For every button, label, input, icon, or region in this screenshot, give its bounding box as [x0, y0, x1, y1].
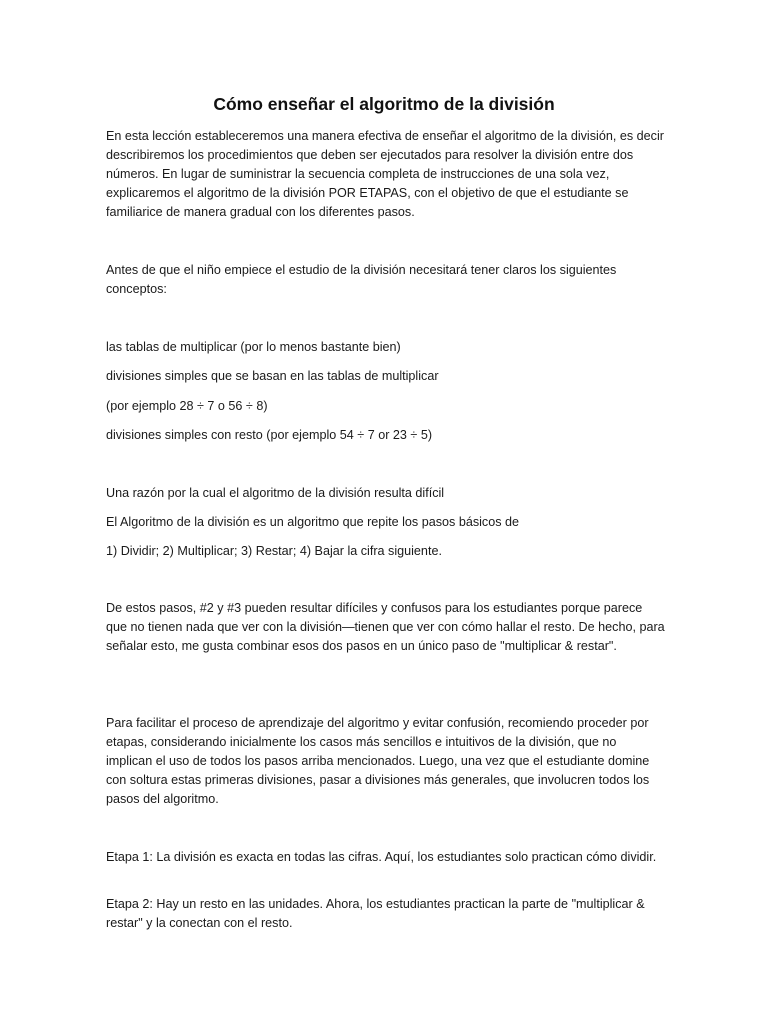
- staged-approach-paragraph: Para facilitar el proceso de aprendizaje del algoritmo y evitar confusión, recomiendo proceder por etapas, considerando inicialmente los casos más sencillos e intuitivos de la división, que no implican el uso de todos los pasos arriba mencionados. Luego, una vez que el estudiante domine con soltura estas primeras divisiones, pasar a divisiones más generales, que involucren todos los pasos del algoritmo.: [106, 716, 650, 806]
- prerequisite-item-multiplication-tables: las tablas de multiplicar (por lo menos bastante bien): [106, 340, 401, 354]
- prerequisite-item-divisions-with-remainder: divisiones simples con resto (por ejemplo 54 ÷ 7 or 23 ÷ 5): [106, 428, 433, 442]
- prerequisites-intro: Antes de que el niño empiece el estudio de la división necesitará tener claros los siguientes conceptos:: [106, 263, 617, 296]
- stage-2-paragraph: Etapa 2: Hay un resto en las unidades. Ahora, los estudiantes practican la parte de "multiplicar & restar" y la conectan con el resto.: [106, 897, 645, 930]
- prerequisite-item-example: (por ejemplo 28 ÷ 7 o 56 ÷ 8): [106, 399, 268, 413]
- section-heading-why-difficult: Una razón por la cual el algoritmo de la división resulta difícil: [106, 486, 445, 500]
- prerequisite-item-simple-divisions: divisiones simples que se basan en las tablas de multiplicar: [106, 369, 439, 383]
- document-title: Cómo enseñar el algoritmo de la división: [213, 94, 555, 114]
- algorithm-steps: 1) Dividir; 2) Multiplicar; 3) Restar; 4) Bajar la cifra siguiente.: [106, 544, 442, 558]
- difficult-steps-paragraph: De estos pasos, #2 y #3 pueden resultar difíciles y confusos para los estudiantes porque parece que no tienen nada que ver con la división—tienen que ver con cómo hallar el resto. De hecho, para señalar esto, me gusta combinar esos dos pasos en un único paso de "multiplicar & restar".: [106, 601, 665, 653]
- algorithm-definition: El Algoritmo de la división es un algoritmo que repite los pasos básicos de: [106, 515, 520, 529]
- intro-paragraph: En esta lección estableceremos una manera efectiva de enseñar el algoritmo de la división, es decir describiremos los procedimientos que deben ser ejecutados para resolver la división entre dos números. En lugar de suministrar la secuencia completa de instrucciones de una sola vez, explicaremos el algoritmo de la división POR ETAPAS, con el objetivo de que el estudiante se familiarice de manera gradual con los diferentes pasos.: [106, 129, 664, 219]
- stage-1-paragraph: Etapa 1: La división es exacta en todas las cifras. Aquí, los estudiantes solo practican cómo dividir.: [106, 850, 657, 864]
